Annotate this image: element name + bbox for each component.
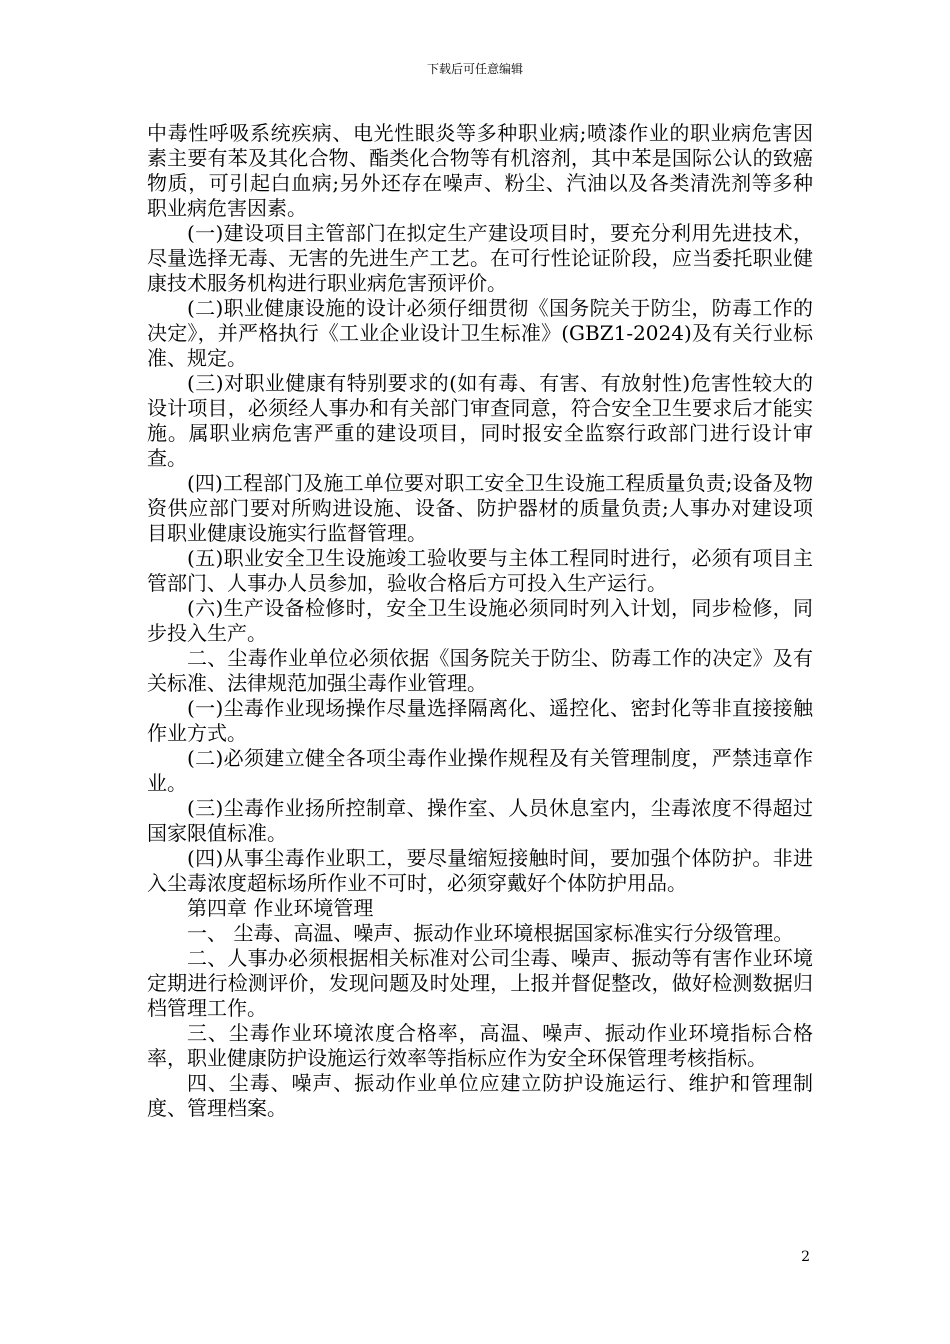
document-body bbox=[147, 121, 813, 1121]
paragraph-14: 二、人事办必须根据相关标准对公司尘毒、噪声、振动等有害作业环境定期进行检测评价，发现问题及时处理，上报并督促整改，做好检测数据归档管理工作。 bbox=[147, 946, 813, 1020]
chapter-heading: 第四章 作业环境管理 bbox=[187, 896, 374, 920]
page-number: 2 bbox=[801, 1249, 810, 1265]
paragraph-15: 三、尘毒作业环境浓度合格率，高温、噪声、振动作业环境指标合格率，职业健康防护设施运行效率等指标应作为安全环保管理考核指标。 bbox=[147, 1021, 813, 1070]
paragraph-16: 四、尘毒、噪声、振动作业单位应建立防护设施运行、维护和管理制度、管理档案。 bbox=[147, 1071, 813, 1120]
paragraph-2: (二)职业健康设施的设计必须仔细贯彻《国务院关于防尘，防毒工作的决定》，并严格执行《工业企业设计卫生标准》(GBZ1-2024)及有关行业标准、规定。 bbox=[147, 296, 813, 370]
paragraph-8: (一)尘毒作业现场操作尽量选择隔离化、遥控化、密封化等非直接接触作业方式。 bbox=[147, 696, 813, 745]
paragraph-3: (三)对职业健康有特别要求的(如有毒、有害、有放射性)危害性较大的设计项目，必须经人事办和有关部门审查同意，符合安全卫生要求后才能实施。属职业病危害严重的建设项目，同时报安全监察行政部门进行设计审查。 bbox=[147, 371, 813, 470]
paragraph-1: (一)建设项目主管部门在拟定生产建设项目时，要充分利用先进技术，尽量选择无毒、无害的先进生产工艺。在可行性论证阶段，应当委托职业健康技术服务机构进行职业病危害预评价。 bbox=[147, 221, 813, 295]
paragraph-4: (四)工程部门及施工单位要对职工安全卫生设施工程质量负责;设备及物资供应部门要对所购进设施、设备、防护器材的质量负责;人事办对建设项目职业健康设施实行监督管理。 bbox=[147, 471, 813, 545]
paragraph-6: (六)生产设备检修时，安全卫生设施必须同时列入计划，同步检修，同步投入生产。 bbox=[147, 596, 813, 645]
paragraph-5: (五)职业安全卫生设施竣工验收要与主体工程同时进行，必须有项目主管部门、人事办人员参加，验收合格后方可投入生产运行。 bbox=[147, 546, 813, 595]
paragraph-7: 二、尘毒作业单位必须依据《国务院关于防尘、防毒工作的决定》及有关标准、法律规范加强尘毒作业管理。 bbox=[147, 646, 813, 695]
paragraph-9: (二)必须建立健全各项尘毒作业操作规程及有关管理制度，严禁违章作业。 bbox=[147, 746, 813, 795]
page-header: 下载后可任意编辑 bbox=[426, 62, 523, 76]
paragraph-13: 一、 尘毒、高温、噪声、振动作业环境根据国家标准实行分级管理。 bbox=[187, 921, 794, 945]
paragraph-0: 中毒性呼吸系统疾病、电光性眼炎等多种职业病;喷漆作业的职业病危害因素主要有苯及其化合物、酯类化合物等有机溶剂，其中苯是国际公认的致癌物质，可引起白血病;另外还存在噪声、粉尘、汽油以及各类清洗剂等多种职业病危害因素。 bbox=[147, 121, 813, 220]
paragraph-10: (三)尘毒作业扬所控制章、操作室、人员休息室内，尘毒浓度不得超过国家限值标准。 bbox=[147, 796, 813, 845]
paragraph-11: (四)从事尘毒作业职工，要尽量缩短接触时间，要加强个体防护。非进入尘毒浓度超标场所作业不可时，必须穿戴好个体防护用品。 bbox=[147, 846, 813, 895]
